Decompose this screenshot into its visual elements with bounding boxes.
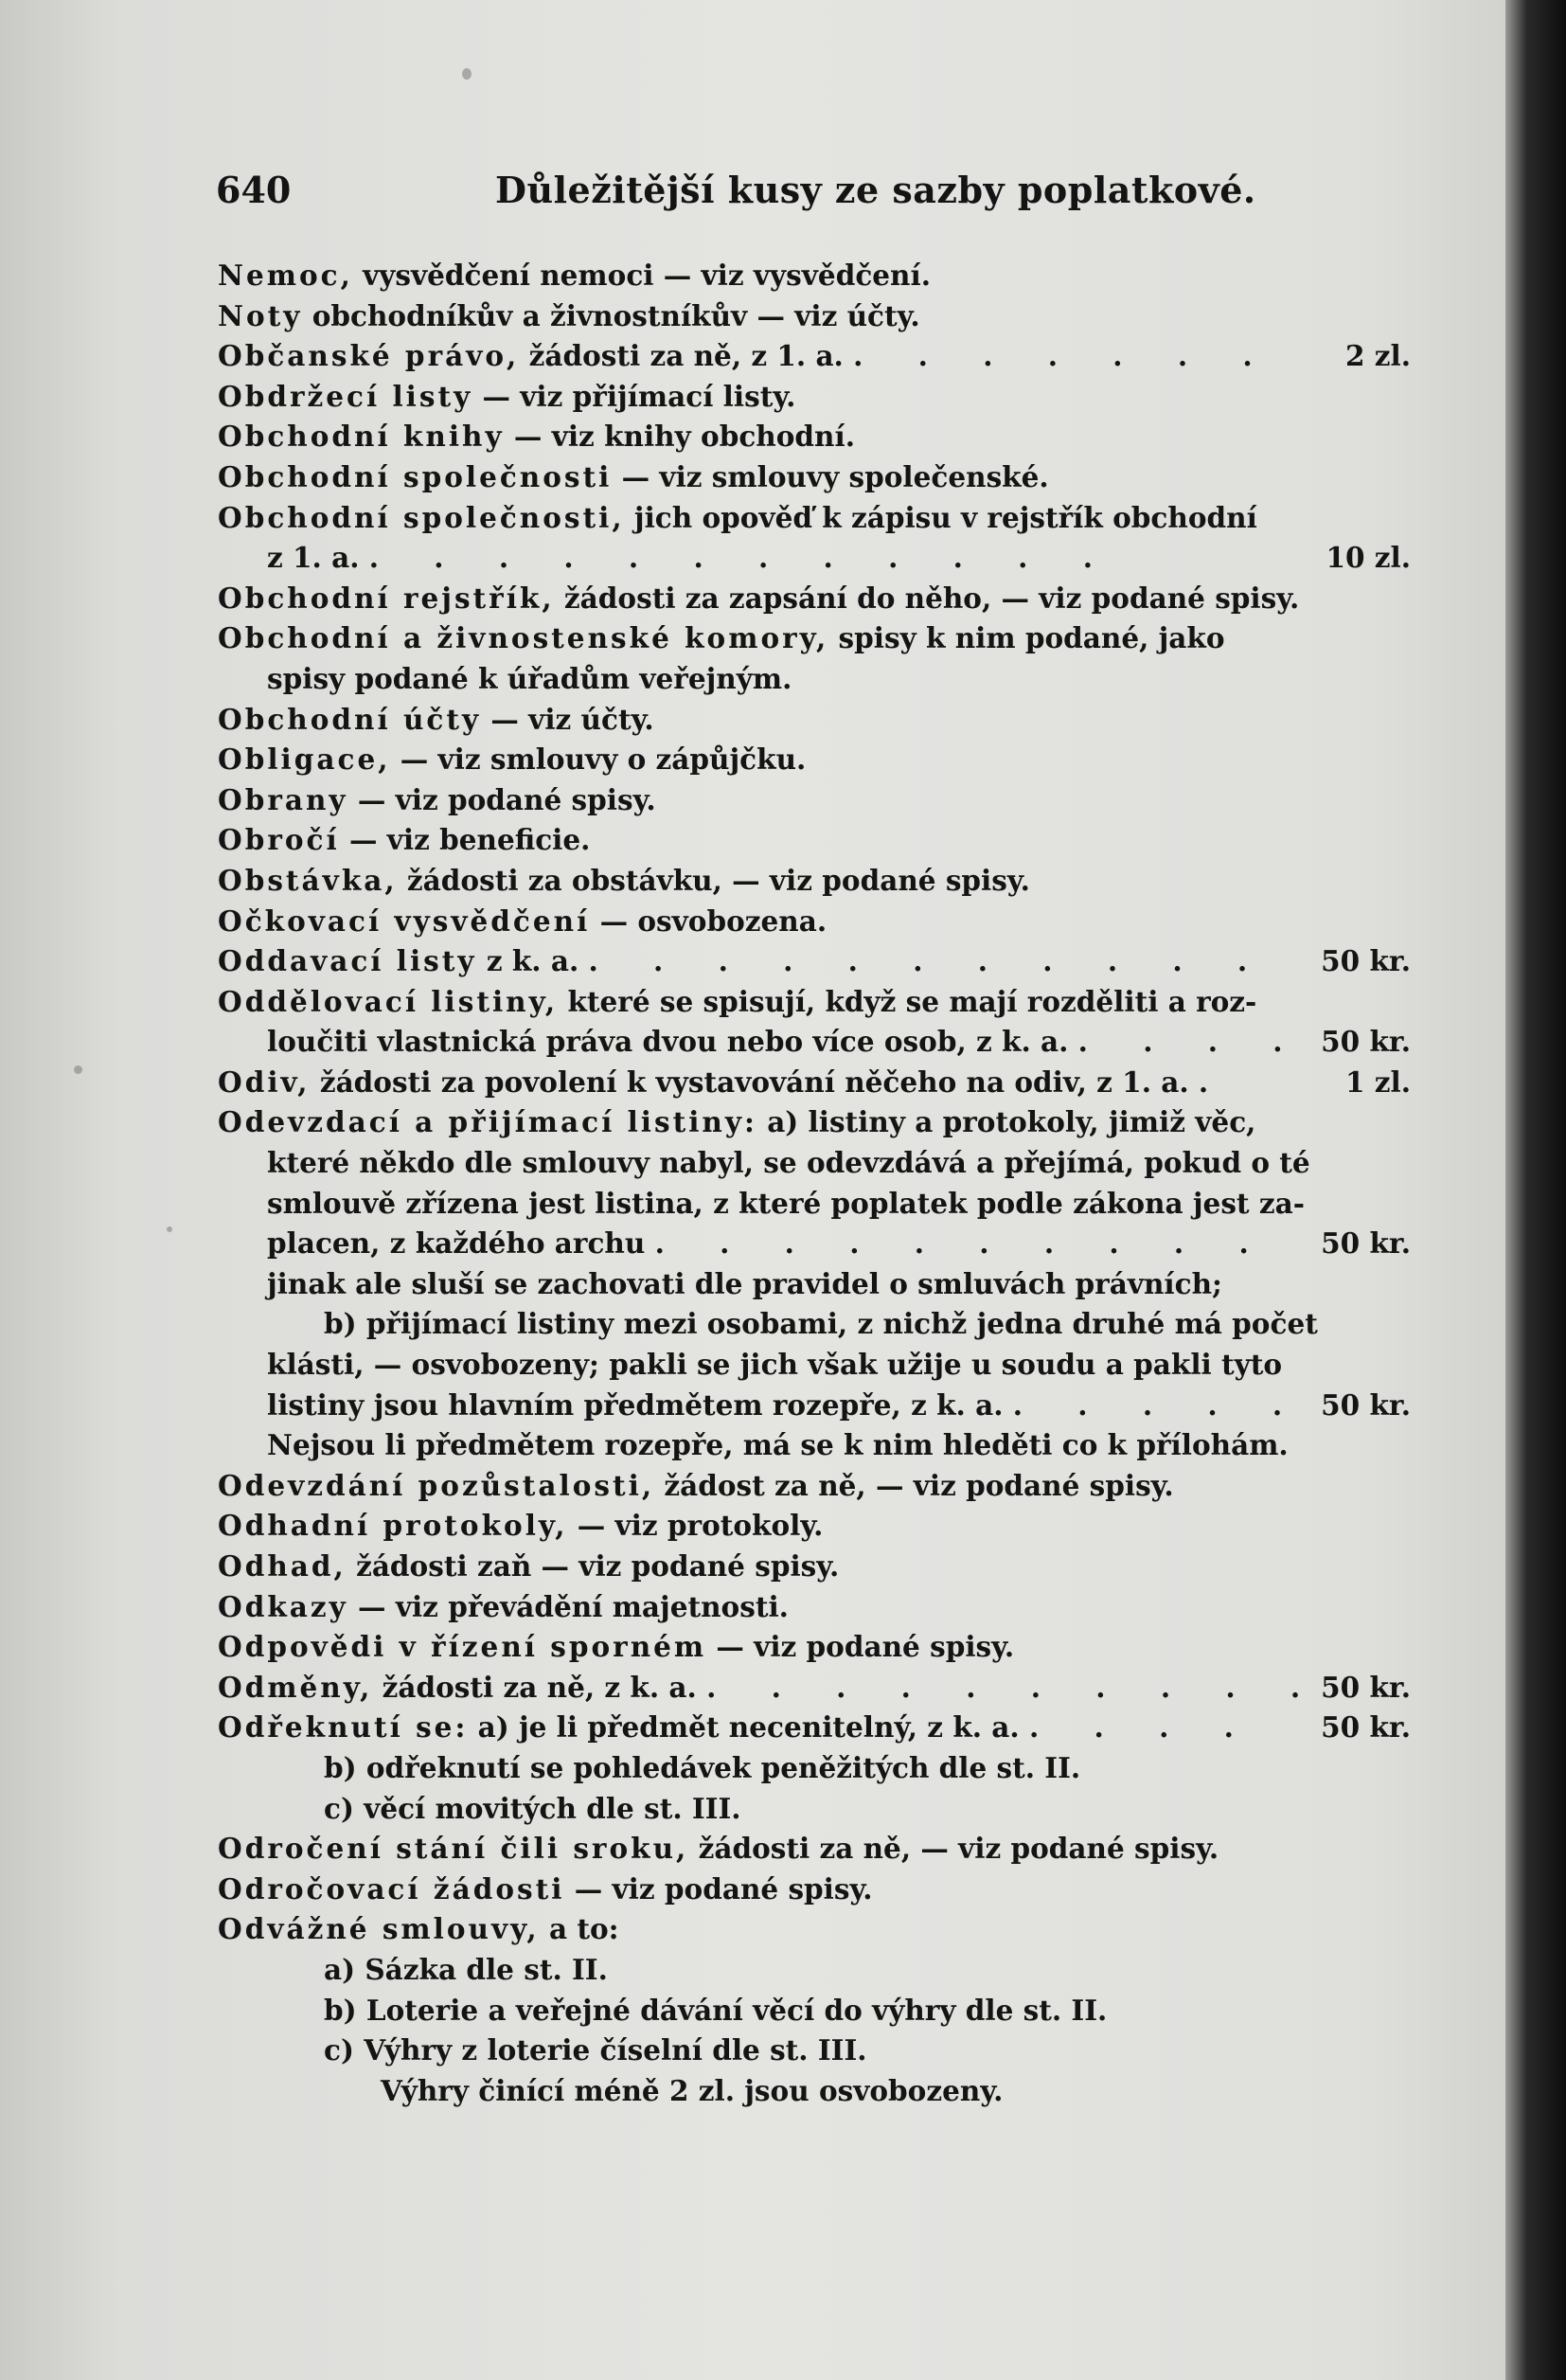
entry-line xyxy=(218,1224,1411,1264)
entry-keyword: Obchodní rejstřík, xyxy=(218,581,555,615)
entry-text: placen, z každého archu xyxy=(267,1226,646,1261)
entry-line xyxy=(218,417,1411,457)
entry-line xyxy=(218,457,1411,498)
entry-line xyxy=(218,1264,1411,1305)
entry-line xyxy=(218,498,1411,539)
entry-text: z 1. a. xyxy=(267,541,360,575)
entry-line xyxy=(218,1789,1411,1830)
entry-text: loučiti vlastnická práva dvou nebo více osob, z k. a. xyxy=(267,1025,1069,1059)
entry-line xyxy=(218,1425,1411,1466)
entry-text: c) věcí movitých dle st. III. xyxy=(324,1791,741,1825)
entry-line xyxy=(218,1466,1411,1507)
entry-line xyxy=(218,740,1411,780)
entry-line xyxy=(218,700,1411,741)
entry-line xyxy=(218,1668,1411,1709)
entry-text: b) Loterie a veřejné dávání věcí do výhry dle st. II. xyxy=(324,1993,1108,2027)
entry-line xyxy=(218,1386,1411,1426)
entry-keyword: Odhad, xyxy=(218,1549,347,1583)
entry-fee: 50 kr. xyxy=(1321,1710,1411,1745)
entry-text: — viz smlouvy o zápůjčku. xyxy=(390,743,807,777)
entry-line xyxy=(218,1909,1411,1950)
entry-text: žádosti za povolení k vystavování něčeho na odiv, z 1. a. xyxy=(310,1065,1189,1099)
entry-text: jich opověď k zápisu v rejstřík obchodní xyxy=(624,500,1257,534)
entry-text: Nejsou li předmětem rozepře, má se k nim hleděti co k přílohám. xyxy=(267,1428,1289,1462)
entry-keyword: Obchodní společnosti, xyxy=(218,500,625,534)
entry-line xyxy=(218,1829,1411,1870)
scan-speck xyxy=(167,1226,172,1232)
entry-line xyxy=(218,1184,1411,1225)
entry-line xyxy=(218,1022,1411,1063)
scan-speck xyxy=(74,1065,82,1074)
entry-keyword: Odpovědi v řízení sporném xyxy=(218,1630,707,1664)
entry-text: — viz protokoly. xyxy=(567,1509,824,1543)
entry-text: a) je li předmět necenitelný, z k. a. xyxy=(468,1710,1020,1745)
entry-text: listiny jsou hlavním předmětem rozepře, z k. a. xyxy=(267,1387,1004,1422)
entry-line xyxy=(218,1143,1411,1184)
entry-text: žádosti za obstávku, — viz podané spisy. xyxy=(397,863,1030,897)
entry-keyword: Obrany xyxy=(218,782,348,816)
scan-speck xyxy=(462,68,472,80)
entry-text: Výhry činící méně 2 zl. jsou osvobozeny. xyxy=(381,2073,1004,2107)
entry-text: c) Výhry z loterie číselní dle st. III. xyxy=(324,2033,867,2067)
entry-line xyxy=(218,1063,1411,1103)
entry-line xyxy=(218,1748,1411,1789)
entry-text: — viz smlouvy společenské. xyxy=(612,459,1049,493)
entry-text: b) přijímací listiny mezi osobami, z nichž jedna druhé má počet xyxy=(324,1307,1318,1341)
entry-keyword: Odkazy xyxy=(218,1589,348,1623)
leader-dots: . . . . . . . . . . . xyxy=(588,944,1271,978)
entry-keyword: Odvážné smlouvy, xyxy=(218,1912,540,1946)
entry-line xyxy=(218,780,1411,821)
entry-line xyxy=(218,1870,1411,1910)
entry-fee: 50 kr. xyxy=(1321,1387,1411,1422)
entry-text: klásti, — osvobozeny; pakli se jich však užije u soudu a pakli tyto xyxy=(267,1348,1283,1382)
entry-line xyxy=(218,1587,1411,1628)
entry-keyword: Občanské právo, xyxy=(218,339,520,373)
entry-keyword: Noty xyxy=(218,298,303,332)
entry-line xyxy=(218,1627,1411,1668)
entry-keyword: Odročení stání čili sroku, xyxy=(218,1832,689,1866)
entry-line xyxy=(218,1345,1411,1386)
entry-keyword: Obročí xyxy=(218,823,340,857)
running-head xyxy=(216,169,1257,225)
entry-fee: 50 kr. xyxy=(1321,1226,1411,1261)
entry-line xyxy=(218,1547,1411,1587)
entry-text: — viz podané spisy. xyxy=(564,1871,873,1906)
page-title: Důležitější kusy ze sazby poplatkové. xyxy=(495,169,1256,211)
entry-keyword: Očkovací vysvědčení xyxy=(218,904,591,938)
entry-fee: 2 zl. xyxy=(1344,339,1411,373)
leader-dots: . . . . . xyxy=(1012,1387,1306,1422)
entry-keyword: Obstávka, xyxy=(218,863,398,897)
entry-keyword: Obchodní společnosti xyxy=(218,459,613,493)
entry-keyword: Oddavací listy xyxy=(218,944,477,978)
entry-text: které se spisují, když se mají rozděliti a roz- xyxy=(558,984,1257,1018)
entry-text: obchodníkův a živnostníkův — viz účty. xyxy=(302,298,920,332)
entry-keyword: Odhadní protokoly, xyxy=(218,1509,568,1543)
entry-text: a) listiny a protokoly, jimiž věc, xyxy=(756,1105,1256,1139)
entry-line xyxy=(218,1506,1411,1547)
entry-keyword: Obchodní knihy xyxy=(218,420,505,454)
leader-dots: . . . . . . . . . . xyxy=(706,1670,1324,1704)
page-number: 640 xyxy=(216,169,292,211)
entry-text: — viz knihy obchodní. xyxy=(504,420,855,454)
entry-keyword: Odiv, xyxy=(218,1065,311,1099)
tariff-entries xyxy=(218,256,1411,2111)
entry-text: — viz podané spisy. xyxy=(347,782,656,816)
entry-line xyxy=(218,1708,1411,1748)
entry-line xyxy=(218,1950,1411,1991)
entry-fee: 10 zl. xyxy=(1326,541,1411,575)
entry-keyword: Odměny, xyxy=(218,1670,373,1704)
entry-text: žádosti zaň — viz podané spisy. xyxy=(346,1549,840,1583)
entry-text: — viz podané spisy. xyxy=(706,1630,1015,1664)
entry-text: vysvědčení nemoci — viz vysvědčení. xyxy=(352,259,931,292)
entry-keyword: Nemoc, xyxy=(218,259,353,292)
entry-text: spisy podané k úřadům veřejným. xyxy=(267,661,792,695)
entry-line xyxy=(218,377,1411,418)
entry-text: — viz beneficie. xyxy=(339,823,591,857)
entry-text: žádost za ně, — viz podané spisy. xyxy=(654,1468,1174,1502)
entry-text: a) Sázka dle st. II. xyxy=(324,1952,608,1986)
leader-dots: . . . . . . . xyxy=(853,339,1275,373)
entry-line xyxy=(218,941,1411,982)
entry-line xyxy=(218,618,1411,659)
entry-fee: 50 kr. xyxy=(1321,944,1411,978)
entry-line xyxy=(218,2031,1411,2071)
entry-keyword: Obdržecí listy xyxy=(218,379,473,413)
entry-line xyxy=(218,861,1411,902)
entry-text: — viz převádění majetnosti. xyxy=(347,1589,789,1623)
entry-line xyxy=(218,2071,1411,2112)
entry-keyword: Odročovací žádosti xyxy=(218,1871,565,1906)
entry-text: — viz přijímací listy. xyxy=(472,379,796,413)
leader-dots: . . . . . . . . . . . . xyxy=(368,541,1115,575)
entry-text: z k. a. xyxy=(476,944,579,978)
entry-text: které někdo dle smlouvy nabyl, se odevzdává a přejímá, pokud o té xyxy=(267,1146,1310,1180)
leader-dots: . . . . . . . . . . xyxy=(654,1226,1272,1261)
entry-line xyxy=(218,336,1411,377)
entry-text: a to: xyxy=(539,1912,619,1946)
entry-text: — viz účty. xyxy=(481,702,654,736)
leader-dots: . . . . xyxy=(1028,1710,1256,1745)
entry-text: žádosti za ně, — viz podané spisy. xyxy=(688,1832,1219,1866)
entry-keyword: Obchodní a živnostenské komory, xyxy=(218,621,829,655)
entry-keyword: Odevzdací a přijímací listiny: xyxy=(218,1105,757,1139)
entry-line xyxy=(218,538,1411,579)
leader-dots: . . . . xyxy=(1077,1025,1306,1059)
entry-line xyxy=(218,296,1411,337)
entry-line xyxy=(218,579,1411,619)
entry-keyword: Odřeknutí se: xyxy=(218,1710,469,1745)
entry-text: — osvobozena. xyxy=(590,904,827,938)
entry-text: b) odřeknutí se pohledávek peněžitých dle st. II. xyxy=(324,1750,1081,1784)
entry-text: žádosti za ně, z 1. a. xyxy=(519,339,844,373)
entry-text: jinak ale sluší se zachovati dle pravidel o smluvách právních; xyxy=(267,1266,1222,1300)
entry-text: žádosti za zapsání do něho, — viz podané spisy. xyxy=(554,581,1300,615)
entry-line xyxy=(218,982,1411,1023)
entry-line xyxy=(218,1991,1411,2031)
entry-fee: 1 zl. xyxy=(1344,1065,1411,1099)
entry-keyword: Obchodní účty xyxy=(218,702,482,736)
entry-line xyxy=(218,256,1411,296)
entry-text: spisy k nim podané, jako xyxy=(828,621,1225,655)
entry-line xyxy=(218,902,1411,942)
entry-keyword: Obligace, xyxy=(218,743,391,777)
entry-keyword: Oddělovací listiny, xyxy=(218,984,559,1018)
entry-line xyxy=(218,659,1411,700)
entry-line xyxy=(218,1304,1411,1345)
entry-fee: 50 kr. xyxy=(1321,1025,1411,1059)
entry-text: žádosti za ně, z k. a. xyxy=(372,1670,697,1704)
entry-line xyxy=(218,1102,1411,1143)
entry-keyword: Odevzdání pozůstalosti, xyxy=(218,1468,655,1502)
entry-fee: 50 kr. xyxy=(1321,1670,1411,1704)
entry-text: smlouvě zřízena jest listina, z které poplatek podle zákona jest za- xyxy=(267,1186,1305,1220)
entry-line xyxy=(218,820,1411,861)
leader-dots: . xyxy=(1198,1065,1232,1099)
book-edge-shadow xyxy=(1505,0,1566,2380)
